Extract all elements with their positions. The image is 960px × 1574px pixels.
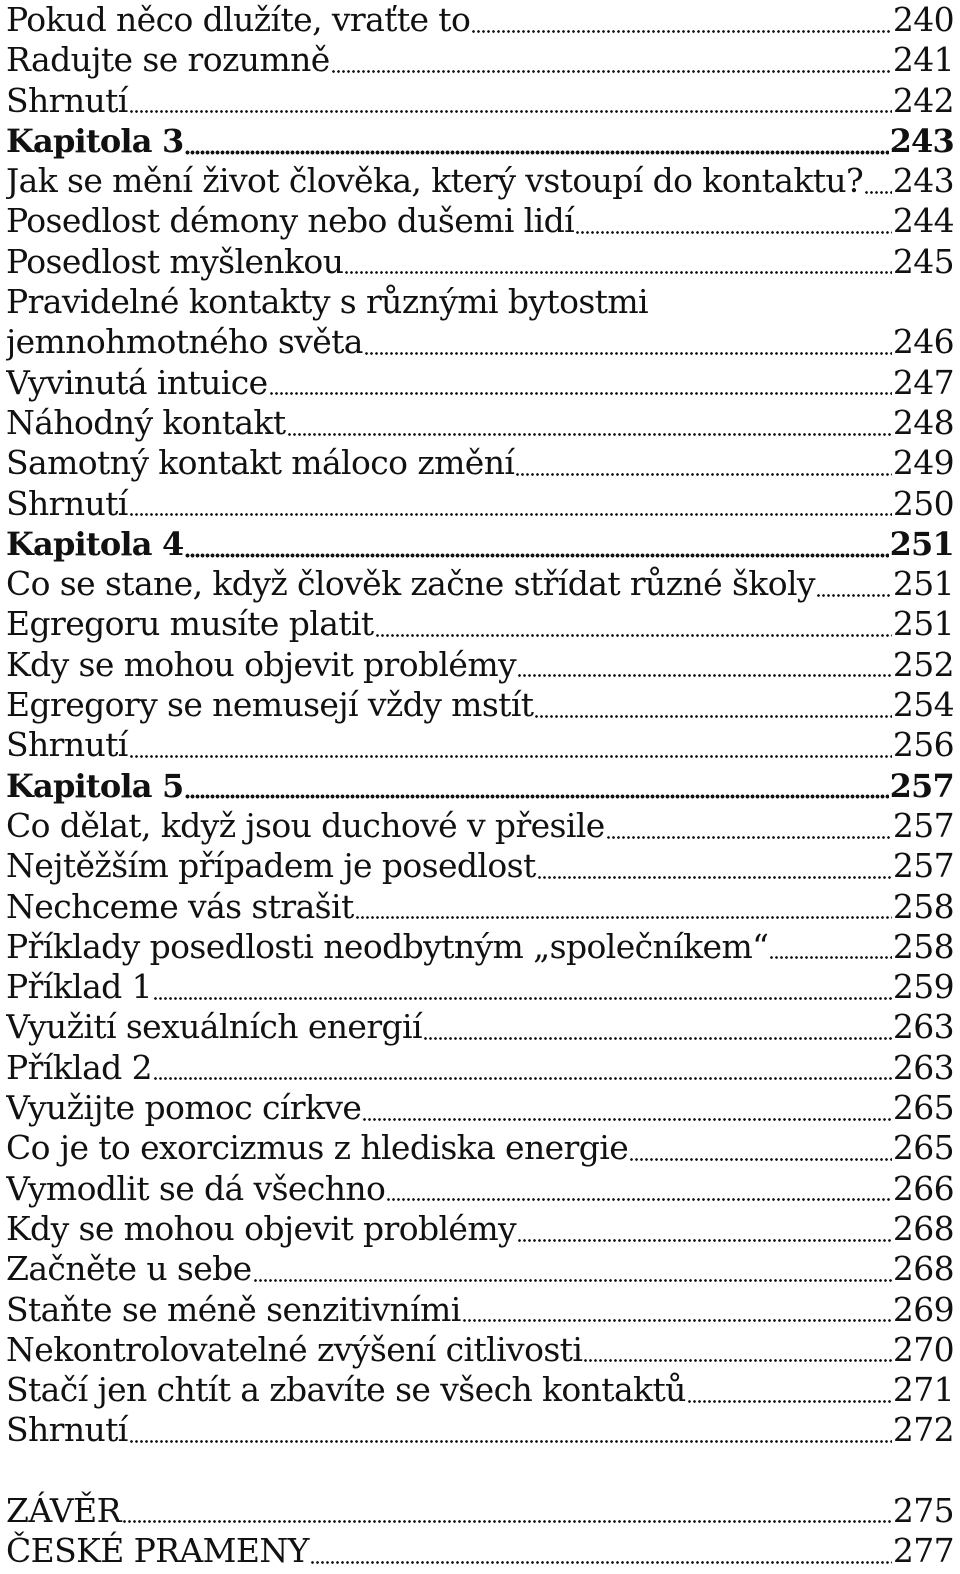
toc-page-number: 257 xyxy=(892,846,954,886)
toc-entry-title: Shrnutí xyxy=(6,1410,128,1450)
toc-entry-title: jemnohmotného světa xyxy=(6,322,363,362)
toc-entry-title: Stačí jen chtít a zbavíte se všech kontaktů xyxy=(6,1370,686,1410)
toc-page-number: 243 xyxy=(889,121,954,160)
dot-leader xyxy=(344,270,891,275)
toc-page-number: 266 xyxy=(892,1168,954,1208)
toc-entry xyxy=(6,0,954,40)
toc-page-number: 269 xyxy=(892,1289,954,1329)
toc-page-number: 241 xyxy=(892,40,954,80)
toc-entry-title: Radujte se rozumně xyxy=(6,40,330,80)
toc-entry-title: Kdy se mohou objevit problémy xyxy=(6,644,517,684)
toc-page-number: 251 xyxy=(892,604,954,644)
toc-page-number: 258 xyxy=(892,886,954,926)
dot-leader xyxy=(534,714,891,719)
toc-entry xyxy=(6,81,954,121)
toc-page-number: 256 xyxy=(892,725,954,765)
toc-page-number: 258 xyxy=(892,926,954,966)
toc-entry-title: Příklad 2 xyxy=(6,1047,152,1087)
toc-page-number: 247 xyxy=(892,362,954,402)
toc-page-number: 259 xyxy=(892,967,954,1007)
toc-entry-title: Kapitola 3 xyxy=(6,121,184,160)
toc-entry xyxy=(6,242,954,282)
toc-entry xyxy=(6,1290,954,1330)
toc-entry-title: Samotný kontakt máloco změní xyxy=(6,443,515,483)
toc-entry-title: Začněte u sebe xyxy=(6,1249,252,1289)
dot-leader xyxy=(515,472,891,477)
toc-page-number: 246 xyxy=(892,322,954,362)
toc-entry-title: Příklad 1 xyxy=(6,967,152,1007)
toc-entry xyxy=(6,1249,954,1289)
toc-chapter-heading xyxy=(6,524,954,564)
toc-page-number: 265 xyxy=(892,1088,954,1128)
toc-entry xyxy=(6,967,954,1007)
toc-entry xyxy=(6,322,954,362)
toc-entry-title: Shrnutí xyxy=(6,80,128,120)
toc-page-number: 257 xyxy=(889,766,954,805)
toc-page-number: 249 xyxy=(892,443,954,483)
dot-leader xyxy=(253,1278,892,1283)
dot-leader xyxy=(816,593,892,598)
dot-leader xyxy=(185,553,889,558)
toc-entry-title: Pravidelné kontakty s různými bytostmi xyxy=(6,282,648,322)
toc-entry-title: Co je to exorcizmus z hlediska energie xyxy=(6,1128,629,1168)
toc-entry-title: Egregory se nemusejí vždy mstít xyxy=(6,685,534,725)
toc-entry-title: Egregoru musíte platit xyxy=(6,604,374,644)
dot-leader xyxy=(129,1439,892,1444)
toc-entry xyxy=(6,645,954,685)
toc-entry xyxy=(6,887,954,927)
toc-entry xyxy=(6,201,954,241)
toc-page-number: 254 xyxy=(892,685,954,725)
dot-leader xyxy=(687,1399,892,1404)
dot-leader xyxy=(310,1560,892,1565)
toc-entry-title: Nechceme vás strašit xyxy=(6,886,354,926)
dot-leader xyxy=(864,190,892,195)
toc-entry xyxy=(6,282,954,322)
toc-entry-title: Příklady posedlosti neodbytným „společníkem“ xyxy=(6,926,769,966)
toc-page-number: 243 xyxy=(892,161,954,201)
toc-entry xyxy=(6,161,954,201)
toc-entry xyxy=(6,363,954,403)
dot-leader xyxy=(269,391,892,396)
dot-leader xyxy=(375,633,892,638)
toc-entry-title: Vyvinutá intuice xyxy=(6,362,268,402)
toc-page-number: 250 xyxy=(892,483,954,523)
toc-page-number: 275 xyxy=(892,1490,954,1530)
dot-leader xyxy=(185,794,889,799)
toc-entry xyxy=(6,1410,954,1450)
toc-entry-title: Využití sexuálních energií xyxy=(6,1007,422,1047)
toc-page-number: 272 xyxy=(892,1410,954,1450)
toc-entry-title: Využijte pomoc církve xyxy=(6,1088,362,1128)
toc-page-number: 248 xyxy=(892,402,954,442)
toc-page-number: 245 xyxy=(892,241,954,281)
toc-entry-title: Kapitola 5 xyxy=(6,766,184,805)
dot-leader xyxy=(287,432,892,437)
dot-leader xyxy=(423,1036,892,1041)
toc-entry xyxy=(6,1531,954,1571)
toc-entry-title: Staňte se méně senzitivními xyxy=(6,1289,461,1329)
toc-entry-title: ZÁVĚR xyxy=(6,1490,121,1530)
toc-page-number: 242 xyxy=(892,80,954,120)
dot-leader xyxy=(362,1117,891,1122)
toc-page-number: 257 xyxy=(892,805,954,845)
toc-entry-title: Kapitola 4 xyxy=(6,524,184,563)
dot-leader xyxy=(386,1197,892,1202)
toc-page-number: 268 xyxy=(892,1208,954,1248)
toc-entry xyxy=(6,1209,954,1249)
toc-page-number: 268 xyxy=(892,1249,954,1289)
toc-entry-title: Shrnutí xyxy=(6,725,128,765)
toc-page-number: 251 xyxy=(889,524,954,563)
dot-leader xyxy=(129,109,892,114)
dot-leader xyxy=(185,150,889,155)
toc-entry-title: Posedlost démony nebo dušemi lidí xyxy=(6,201,575,241)
toc-entry-title: Co se stane, když člověk začne střídat různé školy xyxy=(6,564,815,604)
dot-leader xyxy=(122,1519,892,1524)
toc-entry xyxy=(6,1128,954,1168)
toc-entry-title: Nekontrolovatelné zvýšení citlivosti xyxy=(6,1329,583,1369)
toc-entry xyxy=(6,604,954,644)
dot-leader xyxy=(364,351,892,356)
toc-entry-title: ČESKÉ PRAMENY xyxy=(6,1530,309,1570)
toc-entry xyxy=(6,403,954,443)
dot-leader xyxy=(129,754,892,759)
toc-entry-title: Posedlost myšlenkou xyxy=(6,241,344,281)
dot-leader xyxy=(355,915,892,920)
toc-chapter-heading xyxy=(6,121,954,161)
toc-entry xyxy=(6,1330,954,1370)
toc-entry xyxy=(6,685,954,725)
toc-chapter-heading xyxy=(6,766,954,806)
toc-entry xyxy=(6,1048,954,1088)
dot-leader xyxy=(462,1318,892,1323)
dot-leader xyxy=(583,1358,892,1363)
table-of-contents xyxy=(6,0,954,1451)
toc-entry xyxy=(6,1169,954,1209)
toc-page-number: 251 xyxy=(892,564,954,604)
dot-leader xyxy=(517,673,892,678)
toc-entry-title: Náhodný kontakt xyxy=(6,402,286,442)
dot-leader xyxy=(471,29,892,34)
toc-entry xyxy=(6,1088,954,1128)
dot-leader xyxy=(769,955,891,960)
dot-leader xyxy=(153,996,892,1001)
toc-page-number: 270 xyxy=(892,1329,954,1369)
dot-leader xyxy=(331,69,892,74)
toc-page-number: 244 xyxy=(892,201,954,241)
toc-entry xyxy=(6,443,954,483)
toc-page-number: 271 xyxy=(892,1370,954,1410)
dot-leader xyxy=(575,230,892,235)
toc-entry xyxy=(6,927,954,967)
toc-entry xyxy=(6,846,954,886)
toc-entry-title: Shrnutí xyxy=(6,483,128,523)
dot-leader xyxy=(537,875,892,880)
toc-entry xyxy=(6,1007,954,1047)
toc-entry xyxy=(6,40,954,80)
toc-page-number: 252 xyxy=(892,644,954,684)
toc-page-number: 263 xyxy=(892,1047,954,1087)
toc-entry-title: Vymodlit se dá všechno xyxy=(6,1168,386,1208)
toc-entry-title: Co dělat, když jsou duchové v přesile xyxy=(6,805,605,845)
toc-entry xyxy=(6,484,954,524)
toc-page-number: 277 xyxy=(892,1530,954,1570)
toc-entry xyxy=(6,1491,954,1531)
back-matter-list xyxy=(6,1491,954,1572)
section-spacer xyxy=(6,1451,954,1491)
toc-page-number: 265 xyxy=(892,1128,954,1168)
toc-entry-title: Jak se mění život člověka, který vstoupí do kontaktu? xyxy=(6,161,864,201)
toc-entry xyxy=(6,806,954,846)
dot-leader xyxy=(517,1238,892,1243)
dot-leader xyxy=(629,1157,892,1162)
toc-page-number: 240 xyxy=(892,0,954,39)
dot-leader xyxy=(153,1076,892,1081)
toc-entry xyxy=(6,564,954,604)
toc-page-number: 263 xyxy=(892,1007,954,1047)
toc-entry-title: Pokud něco dlužíte, vraťte to xyxy=(6,0,471,39)
toc-entry xyxy=(6,725,954,765)
dot-leader xyxy=(606,835,892,840)
toc-entry-title: Nejtěžším případem je posedlost xyxy=(6,846,536,886)
toc-entry xyxy=(6,1370,954,1410)
dot-leader xyxy=(129,512,892,517)
toc-entry-title: Kdy se mohou objevit problémy xyxy=(6,1208,517,1248)
